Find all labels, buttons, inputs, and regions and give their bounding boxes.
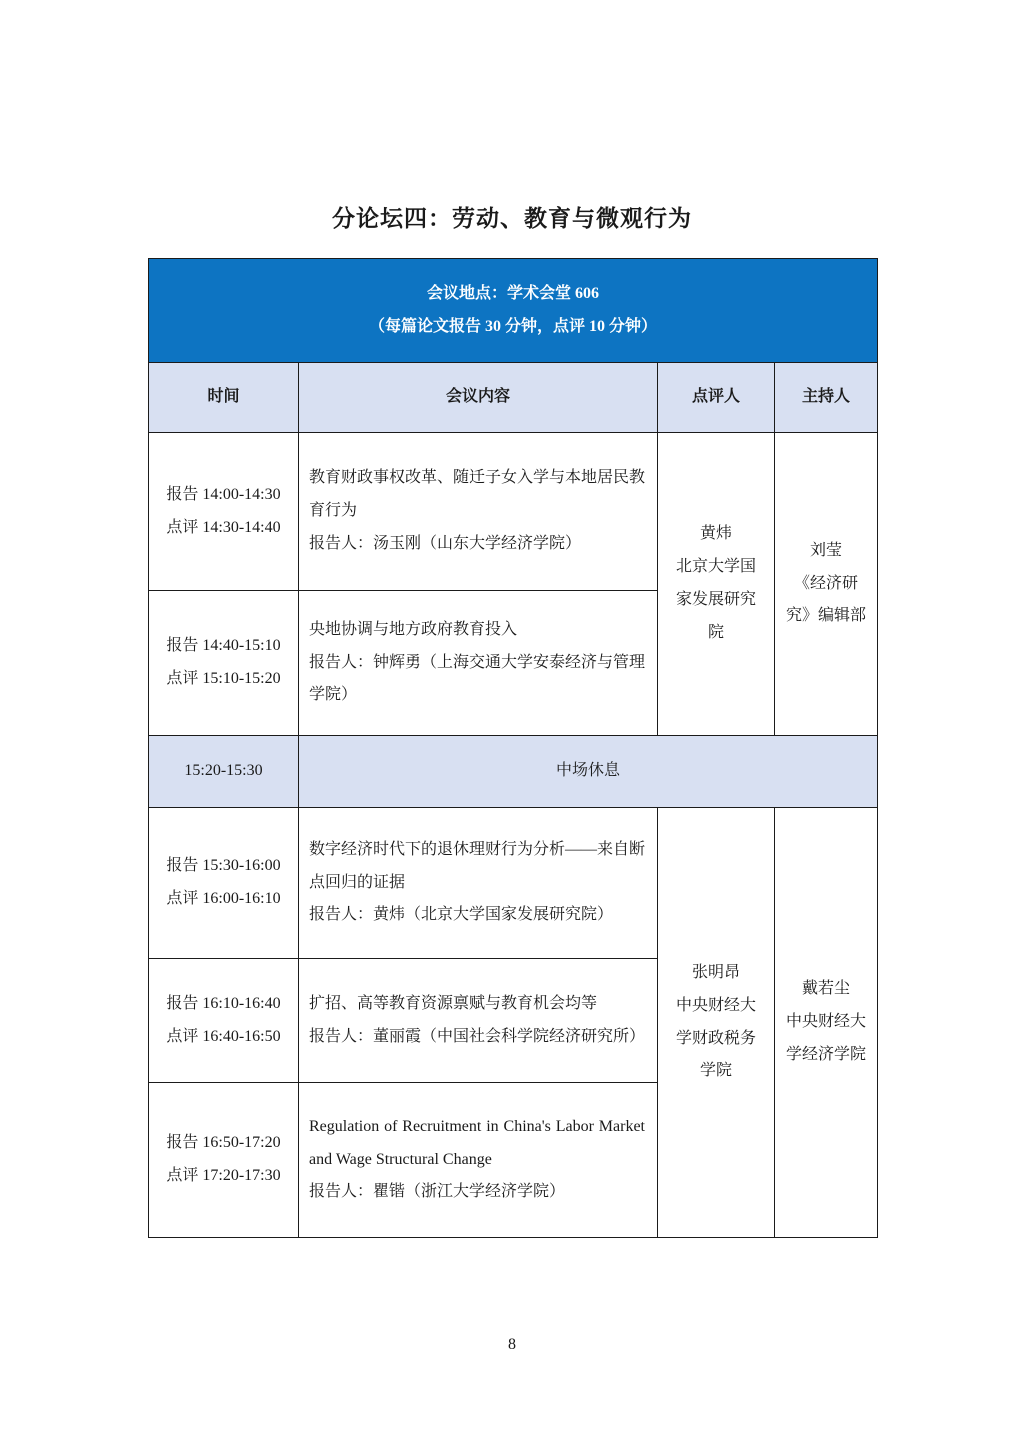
session-title: 数字经济时代下的退休理财行为分析——来自断点回归的证据 xyxy=(309,840,646,891)
content-cell xyxy=(299,1083,658,1238)
page-title: 分论坛四：劳动、教育与微观行为 xyxy=(332,206,692,231)
host-cell-1 xyxy=(775,433,878,736)
commentator-affiliation: 中央财经大学财政税务学院 xyxy=(675,996,756,1080)
schedule-table xyxy=(148,258,878,1238)
content-cell xyxy=(299,433,658,591)
session-row-1 xyxy=(149,433,878,591)
session-row-3 xyxy=(149,808,878,959)
break-row xyxy=(149,736,878,808)
time-cell xyxy=(149,808,299,959)
time-cell xyxy=(149,1083,299,1238)
commentator-cell-1 xyxy=(658,433,775,736)
session-title: 教育财政事权改革、随迁子女入学与本地居民教育行为 xyxy=(309,469,646,520)
commentator-name: 黄炜 xyxy=(699,525,732,543)
presenter: 报告人：汤玉刚（山东大学经济学院） xyxy=(309,534,582,552)
banner-location: 会议地点：学术会堂 606 xyxy=(427,284,600,302)
col-header-host: 主持人 xyxy=(775,363,878,433)
content-cell xyxy=(299,591,658,736)
page-number: 8 xyxy=(508,1336,516,1353)
host-affiliation: 《经济研究》编辑部 xyxy=(786,574,867,625)
comment-time: 点评 17:20-17:30 xyxy=(166,1167,281,1184)
content-cell xyxy=(299,959,658,1083)
col-header-content: 会议内容 xyxy=(299,363,658,433)
host-name: 刘莹 xyxy=(810,541,843,559)
report-time: 报告 16:10-16:40 xyxy=(166,994,281,1012)
time-cell xyxy=(149,959,299,1083)
banner-row xyxy=(149,259,878,363)
session-title: 扩招、高等教育资源禀赋与教育机会均等 xyxy=(309,994,598,1012)
comment-time: 点评 14:30-14:40 xyxy=(166,518,281,536)
banner-cell xyxy=(149,259,878,363)
commentator-cell-2 xyxy=(658,808,775,1238)
time-cell xyxy=(149,591,299,736)
commentator-affiliation: 北京大学国家发展研究院 xyxy=(675,558,756,641)
host-cell-2 xyxy=(775,808,878,1238)
schedule-table-container xyxy=(148,258,878,1238)
time-cell xyxy=(149,433,299,591)
comment-time: 点评 15:10-15:20 xyxy=(166,670,281,687)
banner-note: （每篇论文报告 30 分钟，点评 10 分钟） xyxy=(369,317,658,335)
presenter: 报告人：董丽霞（中国社会科学院经济研究所） xyxy=(309,1027,646,1045)
content-cell xyxy=(299,808,658,959)
host-affiliation: 中央财经大学经济学院 xyxy=(786,1013,867,1063)
report-time: 报告 14:00-14:30 xyxy=(166,485,281,503)
session-title: Regulation of Recruitment in China's Labor Market and Wage Structural Change xyxy=(309,1117,645,1168)
break-label: 中场休息 xyxy=(299,736,878,808)
comment-time: 点评 16:00-16:10 xyxy=(166,890,281,907)
col-header-time: 时间 xyxy=(149,363,299,433)
break-time: 15:20-15:30 xyxy=(149,736,299,808)
report-time: 报告 15:30-16:00 xyxy=(166,857,281,875)
comment-time: 点评 16:40-16:50 xyxy=(166,1027,281,1045)
commentator-name: 张明昂 xyxy=(691,963,740,981)
session-title: 央地协调与地方政府教育投入 xyxy=(309,620,518,638)
column-header-row xyxy=(149,363,878,433)
col-header-commentator: 点评人 xyxy=(658,363,775,433)
host-name: 戴若尘 xyxy=(802,980,851,998)
presenter: 报告人：瞿锴（浙江大学经济学院） xyxy=(309,1183,566,1201)
report-time: 报告 14:40-15:10 xyxy=(166,637,281,655)
presenter: 报告人：黄炜（北京大学国家发展研究院） xyxy=(309,906,614,924)
presenter: 报告人：钟辉勇（上海交通大学安泰经济与管理学院） xyxy=(309,653,646,704)
report-time: 报告 16:50-17:20 xyxy=(166,1134,281,1152)
